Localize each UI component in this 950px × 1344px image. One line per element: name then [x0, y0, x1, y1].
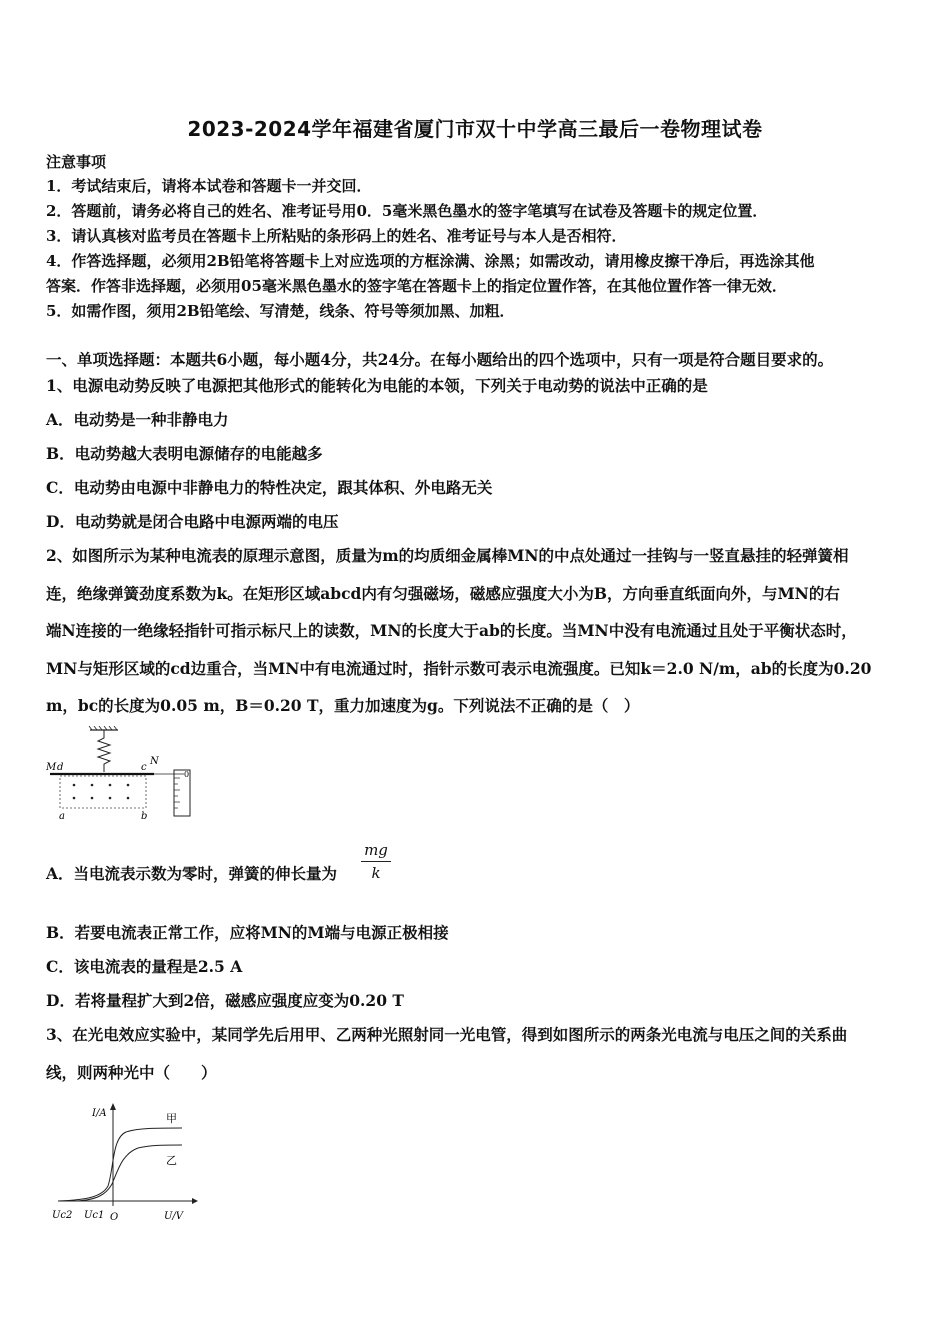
label-origin: O [110, 1212, 119, 1223]
question-2-stem-line: m，bc的长度为0.05 m，B＝0.20 T，重力加速度为g。下列说法不正确的是（ ） [46, 696, 640, 715]
field-dots [73, 784, 130, 800]
label-zero: 0 [184, 770, 190, 779]
question-2-option-a: A．当电流表示数为零时，弹簧的伸长量为 [46, 864, 338, 883]
question-1-option-c: C．电动势由电源中非静电力的特性决定，跟其体积、外电路无关 [46, 478, 493, 497]
label-curve-jia: 甲 [166, 1112, 177, 1125]
label-y-axis: I/A [92, 1108, 107, 1119]
question-2-option-d: D．若将量程扩大到2倍，磁感应强度应变为0.20 T [46, 991, 404, 1010]
photoelectric-iv-graph [46, 1098, 206, 1230]
label-x-axis: U/V [164, 1211, 184, 1222]
label-n: N [150, 756, 159, 767]
question-3-stem-line: 线，则两种光中（ ） [46, 1063, 217, 1082]
label-d: d [57, 762, 64, 773]
label-a: a [59, 811, 65, 822]
exam-title: 2023-2024学年福建省厦门市双十中学高三最后一卷物理试卷 [187, 117, 763, 141]
notice-item: 1．考试结束后，请将本试卷和答题卡一并交回． [46, 177, 372, 195]
notice-heading: 注意事项 [46, 153, 107, 171]
ceiling-support [89, 726, 118, 730]
label-uc2: Uc2 [52, 1210, 73, 1221]
magnetic-field-region [60, 776, 146, 808]
notice-item: 5．如需作图，须用2B铅笔绘、写清楚，线条、符号等须加黑、加粗． [46, 302, 515, 320]
ammeter-diagram [44, 726, 204, 826]
question-2-stem-line: MN与矩形区域的cd边重合，当MN中有电流通过时，指针示数可表示电流强度。已知k＝2.0 N/m，ab的长度为0.20 [46, 659, 872, 678]
fraction-mg-over-k [361, 841, 391, 882]
question-2-stem-line: 2、如图所示为某种电流表的原理示意图，质量为m的均质细金属棒MN的中点处通过一挂钩与一竖直悬挂的轻弹簧相 [46, 546, 849, 565]
question-1-stem: 1、电源电动势反映了电源把其他形式的能转化为电能的本领，下列关于电动势的说法中正确的是 [46, 376, 708, 395]
question-2-option-b: B．若要电流表正常工作，应将MN的M端与电源正极相接 [46, 923, 449, 942]
label-m: M [46, 762, 57, 773]
question-1-option-d: D．电动势就是闭合电路中电源两端的电压 [46, 512, 339, 531]
question-3-stem-line: 3、在光电效应实验中，某同学先后用甲、乙两种光照射同一光电管，得到如图所示的两条光电流与电压之间的关系曲 [46, 1025, 848, 1044]
label-b: b [141, 811, 148, 822]
label-curve-yi: 乙 [166, 1154, 177, 1167]
question-2-option-c: C．该电流表的量程是2.5 A [46, 957, 243, 976]
notice-item: 4．作答选择题，必须用2B铅笔将答题卡上对应选项的方框涂满、涂黑；如需改动，请用橡皮擦干净后，再选涂其他 [46, 252, 815, 270]
question-1-option-a: A．电动势是一种非静电力 [46, 410, 229, 429]
notice-item: 答案．作答非选择题，必须用05毫米黑色墨水的签字笔在答题卡上的指定位置作答，在其他位置作答一律无效． [46, 277, 787, 295]
question-2-stem-line: 端N连接的一绝缘轻指针可指示标尺上的读数，MN的长度大于ab的长度。当MN中没有电流通过且处于平衡状态时， [46, 621, 857, 640]
section-heading: 一、单项选择题：本题共6小题，每小题4分，共24分。在每小题给出的四个选项中，只有一项是符合题目要求的。 [46, 350, 834, 369]
fraction-numerator: mg [361, 841, 391, 862]
label-c: c [141, 762, 147, 773]
fraction-denominator: k [371, 864, 381, 882]
label-uc1: Uc1 [84, 1210, 105, 1221]
question-1-option-b: B．电动势越大表明电源储存的电能越多 [46, 444, 323, 463]
notice-item: 2．答题前，请务必将自己的姓名、准考证号用0．5毫米黑色墨水的签字笔填写在试卷及答题卡的规定位置． [46, 202, 768, 220]
spring [98, 730, 110, 772]
notice-item: 3．请认真核对监考员在答题卡上所粘贴的条形码上的姓名、准考证号与本人是否相符． [46, 227, 627, 245]
question-2-stem-line: 连，绝缘弹簧劲度系数为k。在矩形区域abcd内有匀强磁场，磁感应强度大小为B，方向垂直纸面向外，与MN的右 [46, 584, 840, 603]
